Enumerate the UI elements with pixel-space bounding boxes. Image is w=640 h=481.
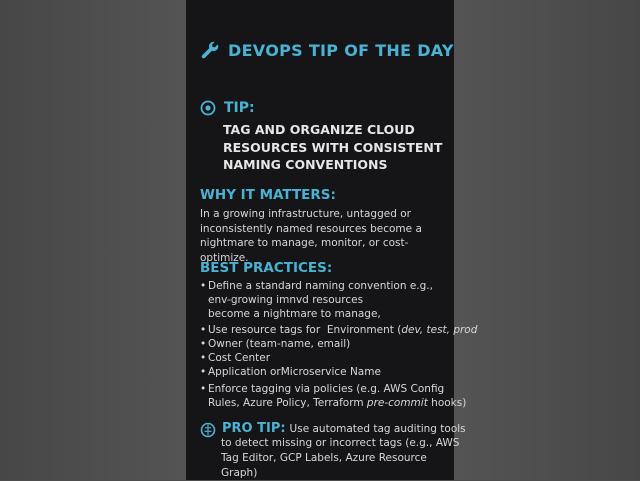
why-text: In a growing infrastructure, untagged or inconsistently named resources become a nightmare to manage, monitor, or cost-optimize. [200,208,422,264]
list-item: • Define a standard naming convention e.g., [200,280,433,292]
list-item: Rules, Azure Policy, Terraform pre-commit hooks) [208,397,467,409]
tip-label: TIP: [224,100,255,116]
tip-heading [200,100,255,116]
list-item: env-growing imnvd resources [208,294,364,306]
target-icon [200,100,216,116]
pro-tip-label: PRO TIP: [222,421,286,436]
header [200,40,454,60]
tip-card [186,0,478,480]
list-item: • Application orMicroservice Name [200,366,381,378]
pro-tip-text: to detect missing or incorrect tags (e.g., AWS Tag Editor, GCP Labels, Azure Resource Graph) [221,437,460,479]
page-title: DEVOPS TIP OF THE DAY [228,40,454,60]
left-backdrop [0,0,186,480]
pro-tip-text-line1: Use automated tag auditing tools [289,423,466,435]
list-item: • Owner (team-name, email) [200,338,351,350]
list-item: • Cost Center [200,352,271,364]
tip-text: TAG AND ORGANIZE CLOUD RESOURCES WITH CONSISTENT NAMING CONVENTIONS [223,122,443,172]
why-heading: WHY IT MATTERS: [200,187,336,203]
brain-icon [200,422,216,438]
right-backdrop [454,0,640,480]
list-item: become a nightmare to manage, [208,308,381,320]
best-practices-heading: BEST PRACTICES: [200,260,333,276]
list-item: • Use resource tags for Environment (dev, test, prod [200,324,478,336]
wrench-icon [200,40,220,60]
list-item: • Enforce tagging via policies (e.g. AWS Config [200,383,445,395]
